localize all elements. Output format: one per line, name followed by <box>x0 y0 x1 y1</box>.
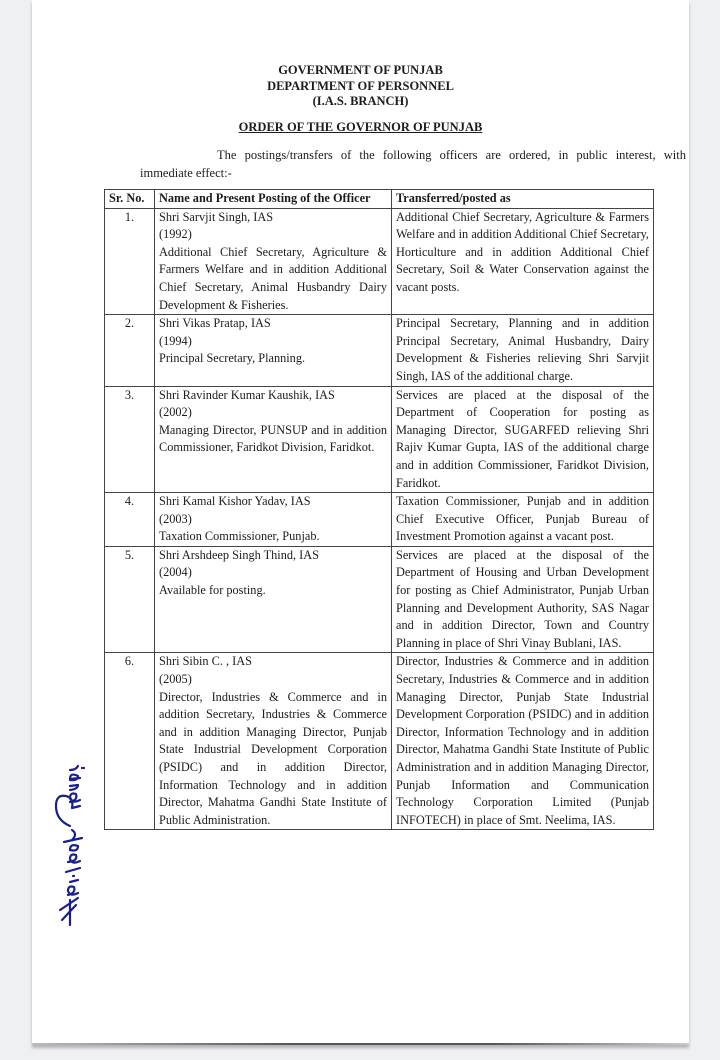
present-posting: Taxation Commissioner, Punjab. <box>159 529 320 544</box>
officer-batch: (1992) <box>159 227 192 242</box>
row-transferred-as: Services are placed at the disposal of the Department of Housing and Urban Development for posting as Chief Administrator, Punjab Urban Planning and Development Authority, SAS Nagar and in addition Director, Town and Country Planning in place of Shri Vinay Bublani, IAS. <box>392 546 654 653</box>
row-officer-cell <box>155 493 392 547</box>
row-sr-no: 3. <box>105 386 155 493</box>
row-officer-cell <box>155 315 392 386</box>
row-sr-no: 4. <box>105 493 155 547</box>
table-row <box>105 315 654 386</box>
intro-paragraph: The postings/transfers of the following officers are ordered, in public interest, with immediate effect:- <box>140 148 686 180</box>
table-row <box>105 386 654 493</box>
letterhead-department: DEPARTMENT OF PERSONNEL <box>267 78 454 93</box>
officer-batch: (2002) <box>159 405 192 420</box>
officer-name: Shri Kamal Kishor Yadav, IAS <box>159 494 311 509</box>
officer-name: Shri Sibin C. , IAS <box>159 654 252 669</box>
officer-name: Shri Ravinder Kumar Kaushik, IAS <box>159 387 335 402</box>
letterhead-government: GOVERNMENT OF PUNJAB <box>278 63 443 77</box>
present-posting: Available for posting. <box>159 583 266 598</box>
table-row <box>105 493 654 547</box>
letterhead <box>32 63 689 110</box>
row-transferred-as: Principal Secretary, Planning and in addition Principal Secretary, Animal Husbandry, Dairy Development & Fisheries relieving Shri Sarvjit Singh, IAS of the additional charge. <box>392 315 654 386</box>
signature <box>40 760 100 930</box>
officer-batch: (2004) <box>159 565 192 580</box>
row-transferred-as: Taxation Commissioner, Punjab and in addition Chief Executive Officer, Punjab Bureau of Investment Promotion against a vacant post. <box>392 493 654 547</box>
row-officer-cell <box>155 546 392 653</box>
present-posting: Managing Director, PUNSUP and in addition Commissioner, Faridkot Division, Faridkot. <box>159 422 387 455</box>
row-sr-no: 1. <box>105 208 155 315</box>
header-sr-no: Sr. No. <box>105 190 155 209</box>
row-officer-cell <box>155 653 392 830</box>
present-posting: Director, Industries & Commerce and in addition Secretary, Industries & Commerce and in addition Managing Director, Punjab State Industrial Development Corporation (PSIDC) and in addition Director, Information Technology and in addition Director, Mahatma Gandhi State Institute of Public Administration. <box>159 689 387 827</box>
table-header-row <box>105 190 654 209</box>
header-transferred: Transferred/posted as <box>392 190 654 209</box>
row-transferred-as: Director, Industries & Commerce and in addition Secretary, Industries & Commerce and in addition Managing Director, Punjab State Industrial Development Corporation (PSIDC) and in addition Director, Information Technology and in addition Director, Mahatma Gandhi State Institute of Public Administration and in addition Managing Director, Punjab Information and Communication Technology Corporation Limited (Punjab INFOTECH) in place of Smt. Neelima, IAS. <box>392 653 654 830</box>
row-sr-no: 6. <box>105 653 155 830</box>
present-posting: Additional Chief Secretary, Agriculture & Farmers Welfare and in addition Additional Chief Secretary, Animal Husbandry Dairy Development & Fisheries. <box>159 244 387 312</box>
row-transferred-as: Services are placed at the disposal of the Department of Cooperation for posting as Managing Director, SUGARFED relieving Shri Rajiv Kumar Gupta, IAS of the additional charge and in addition Commissioner, Faridkot Division, Faridkot. <box>392 386 654 493</box>
officer-name: Shri Arshdeep Singh Thind, IAS <box>159 547 319 562</box>
page-edge <box>32 1043 689 1045</box>
order-title: ORDER OF THE GOVERNOR OF PUNJAB <box>238 120 483 134</box>
row-officer-cell <box>155 208 392 315</box>
table-row <box>105 546 654 653</box>
table-row <box>105 653 654 830</box>
row-officer-cell <box>155 386 392 493</box>
letterhead-branch: (I.A.S. BRANCH) <box>312 94 409 108</box>
signature-ink <box>40 760 100 930</box>
row-sr-no: 5. <box>105 546 155 653</box>
officer-batch: (2003) <box>159 511 192 526</box>
present-posting: Principal Secretary, Planning. <box>159 351 306 366</box>
table-row <box>105 208 654 315</box>
postings-table <box>104 189 654 830</box>
officer-batch: (2005) <box>159 672 192 687</box>
row-sr-no: 2. <box>105 315 155 386</box>
header-name-posting: Name and Present Posting of the Officer <box>155 190 392 209</box>
officer-batch: (1994) <box>159 333 192 348</box>
officer-name: Shri Sarvjit Singh, IAS <box>159 209 274 224</box>
row-transferred-as: Additional Chief Secretary, Agriculture & Farmers Welfare and in addition Additional Chief Secretary, Horticulture and in addition Additional Chief Secretary, Soil & Water Conservation against the vacant posts. <box>392 208 654 315</box>
officer-name: Shri Vikas Pratap, IAS <box>159 316 271 331</box>
